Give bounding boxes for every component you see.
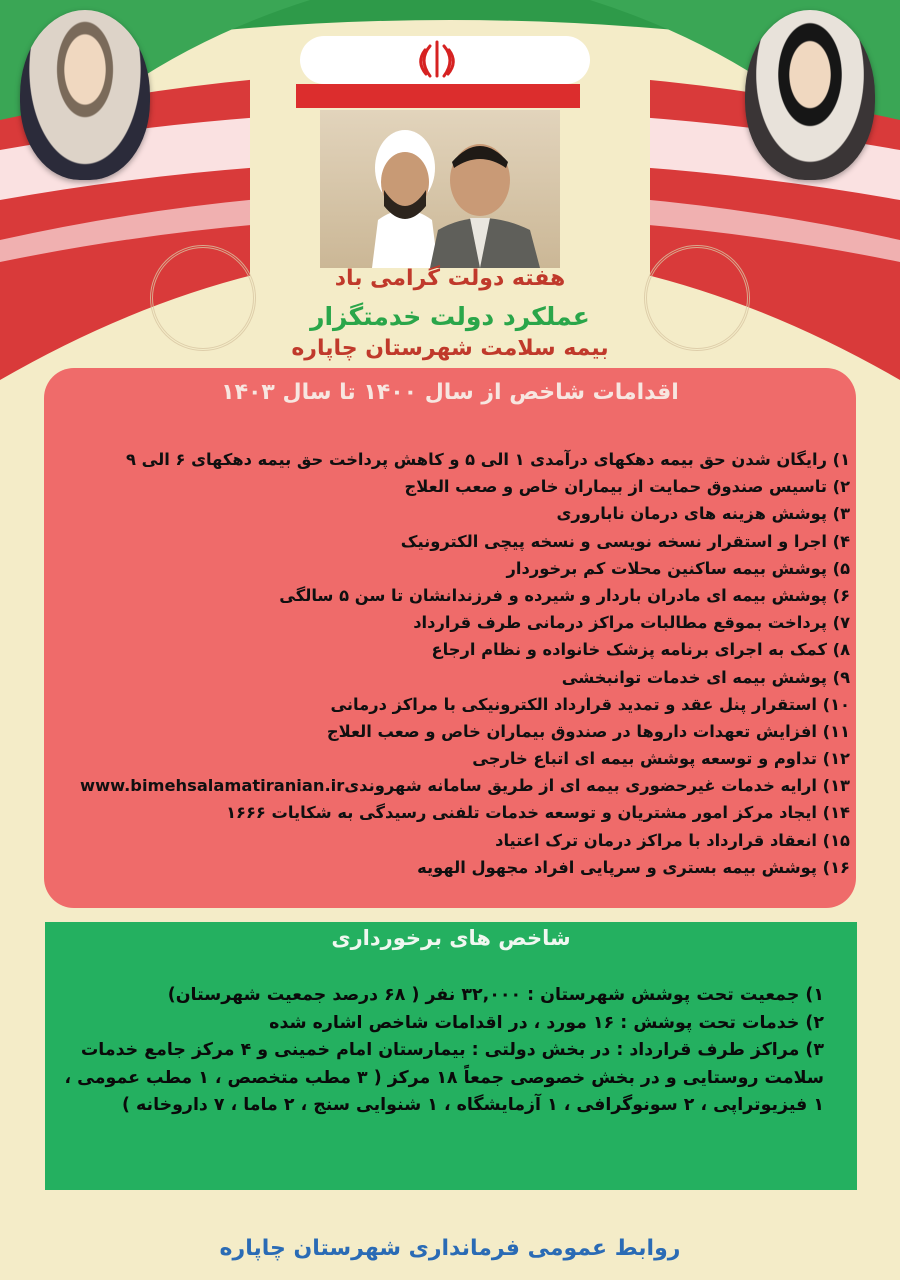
- list-item: ۱۱) افزایش تعهدات داروها در صندوق بیماران خاص و صعب العلاج: [326, 721, 850, 741]
- header-line1: هفته دولت گرامی باد: [334, 266, 566, 291]
- header-line3: بیمه سلامت شهرستان چاپاره: [291, 336, 609, 361]
- indicator-population: ۱) جمعیت تحت پوشش شهرستان : ۳۲,۰۰۰ نفر ( ۶۸ درصد جمعیت شهرستان): [167, 985, 824, 1005]
- list-item: ۹) پوشش بیمه ای خدمات توانبخشی: [561, 667, 850, 687]
- list-item: ۱) رایگان شدن حق بیمه دهکهای درآمدی ۱ الی ۵ و کاهش پرداخت حق بیمه دهکهای ۶ الی ۹: [126, 450, 850, 469]
- left-leader-portrait: [20, 10, 150, 180]
- list-item: ۱۴) ایجاد مرکز امور مشتریان و توسعه خدمات تلفنی رسیدگی به شکایات ۱۶۶۶: [226, 803, 850, 823]
- indicators-title: شاخص های برخورداری: [331, 926, 571, 950]
- martyrs-photo: [320, 110, 560, 268]
- list-item: ۱۰) استقرار پنل عقد و تمدید قرارداد الکترونیکی با مراکز درمانی: [330, 694, 850, 714]
- actions-title: اقدامات شاخص از سال ۱۴۰۰ تا سال ۱۴۰۳: [221, 380, 679, 405]
- right-leader-portrait: [745, 10, 875, 180]
- list-item: ۱۶) پوشش بیمه بستری و سرپایی افراد مجهول الهویه: [417, 857, 850, 877]
- list-item: ۴) اجرا و استقرار نسخه نویسی و نسخه پیچی الکترونیک: [400, 531, 850, 551]
- list-item: ۸) کمک به اجرای برنامه پزشک خانواده و نظام ارجاع: [431, 640, 850, 660]
- list-item: ۱۲) تداوم و توسعه پوشش بیمه ای اتباع خارجی: [472, 749, 850, 769]
- indicators-body: [48, 982, 854, 1120]
- list-item: ۵) پوشش بیمه ساکنین محلات کم برخوردار: [506, 558, 850, 578]
- list-item: ۶) پوشش بیمه ای مادران باردار و شیرده و فرزندانشان تا سن ۵ سالگی: [279, 585, 850, 605]
- list-item: ۱۳) ارایه خدمات غیرحضوری بیمه ای از طریق سامانه شهروندیwww.bimehsalamatiranian.ir: [80, 776, 850, 796]
- header-line2: عملکرد دولت خدمتگزار: [310, 302, 590, 331]
- indicator-services: ۲) خدمات تحت پوشش : ۱۶ مورد ، در اقدامات شاخص اشاره شده: [269, 1012, 824, 1033]
- left-ornament: [150, 245, 256, 351]
- actions-list: [46, 446, 854, 881]
- list-item: ۲) تاسیس صندوق حمایت از بیماران خاص و صعب العلاج: [404, 477, 850, 497]
- list-item: ۷) پرداخت بموقع مطالبات مراکز درمانی طرف قرارداد: [413, 613, 850, 633]
- list-item: ۳) پوشش هزینه های درمان ناباروری: [556, 504, 850, 524]
- right-ornament: [644, 245, 750, 351]
- iran-emblem-icon: [414, 36, 460, 82]
- list-item: ۱۵) انعقاد قرارداد با مراکز درمان ترک اعتیاد: [495, 830, 850, 850]
- footer-credit: روابط عمومی فرمانداری شهرستان چاپاره: [219, 1236, 681, 1261]
- indicator-centers: ۳) مراکز طرف قرارداد : در بخش دولتی : بیمارستان امام خمینی و ۴ مرکز جامع خدمات سلامت روستایی و در بخش خصوصی جمعاً ۱۸ مرکز ( ۳ مطب متخصص ، ۱ مطب عمومی ، ۱ فیزیوتراپی ، ۲ سونوگرافی ، ۱ آزمایشگاه ، ۱ شنوایی سنج ، ۲ ماما ، ۷ داروخانه ): [64, 1040, 824, 1115]
